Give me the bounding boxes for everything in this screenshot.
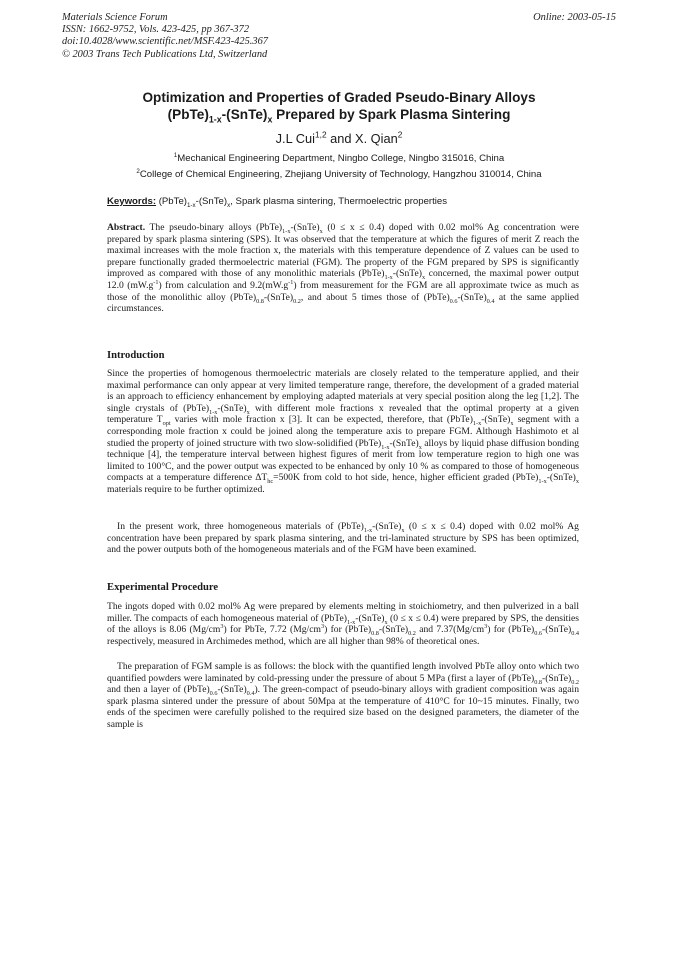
body-text: Since the properties of homogenous thermoelectric materials are closely related to the temperature applied, and their maximal performance can only appear at very limited temperature range, therefore, the development of a graded material is an approach to efficiency enhancement by employing adapted materials at very special position along the leg [1,2]. The single crystals of (PbTe) [107,368,579,414]
experimental-paragraph-2 [107,661,579,731]
body-subscript: x [401,526,405,534]
body-superscript: 3 [484,623,488,630]
body-subscript: 1-x [538,478,547,486]
journal-name: Materials Science Forum [62,12,168,23]
body-text: -(SnTe) [217,402,247,414]
body-text: -(SnTe) [378,624,409,636]
body-subscript: 1-x [363,526,373,534]
body-subscript: 0.8 [371,630,379,638]
keyword-subscript: x [227,201,231,209]
abstract-subscript: 1-x [282,227,291,235]
affiliation-text: College of Chemical Engineering, Zhejiang University of Technology, Hangzhou 310014, China [139,169,542,180]
abstract-superscript: -1 [153,278,159,286]
abstract-subscript: 0.4 [486,297,495,305]
author-affiliation-mark: 1,2 [315,129,327,140]
issn-line: ISSN: 1662-9752, Vols. 423-425, pp 367-372 [62,24,250,36]
body-superscript: 3 [220,623,224,630]
body-subscript: 0.2 [571,678,579,686]
body-text: -(SnTe) [481,414,511,426]
keywords-label: Keywords: [107,196,157,207]
introduction-paragraph-2 [107,521,579,556]
abstract-text: The pseudo-binary alloys (PbTe) [145,222,283,233]
author-name: J.L Cui [275,131,316,146]
body-subscript: hc [267,478,274,486]
body-subscript: x [418,443,422,451]
body-text: -(SnTe) [546,472,576,484]
title-subscript: 1-x [208,114,222,125]
abstract-superscript: -1 [288,278,294,286]
body-subscript: 0.2 [408,630,416,638]
introduction-paragraph-1 [107,368,579,496]
body-subscript: 1-x [209,408,218,416]
body-subscript: 0.4 [246,690,255,698]
body-subscript: 0.6 [209,690,218,698]
body-text: The preparation of FGM sample is as follows: the block with the quantified length involved PbTe alloy onto which two quantified powders were laminated by cold-pressing under the pressure of about 5 MPa (first a layer of (PbTe) [107,661,579,684]
abstract [107,222,579,315]
affiliation-mark: 1 [173,151,178,159]
copyright-line: © 2003 Trans Tech Publications Ltd, Switzerland [62,48,268,60]
body-text: In the present work, three homogeneous materials of (PbTe) [117,521,364,532]
abstract-label: Abstract. [107,222,146,233]
keyword-text: , Spark plasma sintering, Thermoelectric properties [230,196,448,207]
abstract-text: (0 ≤ x ≤ 0.4) doped with 0.02 mol% Ag concentration were prepared by spark plasma sintering (SPS). It was observed that the temperature at which the figures of merit Z reach the maximal increases with the mole fraction x, the materials with this temperature dependence of Z values can be used to prepare functionally graded thermoelectric material (FGM). The property of the FGM prepared by SPS is significantly improved as compared with those of any monolithic materials (PbTe) [107,222,579,280]
introduction-heading: Introduction [107,350,165,361]
abstract-text: -(SnTe) [290,222,320,233]
keyword-subscript: 1-x [186,201,196,209]
author-name: and X. Qian [326,131,398,146]
experimental-paragraph-1 [107,601,579,647]
title-line-2 [80,106,598,123]
abstract-subscript: 0.2 [293,297,301,305]
body-subscript: 1-x [346,618,356,626]
abstract-text: -(SnTe) [263,291,294,303]
paper-title [80,89,598,123]
body-text: and 7.37(Mg/cm [415,624,485,636]
body-text: -(SnTe) [217,684,247,696]
body-text: materials require to be further optimized. [107,483,265,495]
body-text: =500K from cold to hot side, hence, higher efficient graded (PbTe) [273,472,539,484]
body-subscript: 0.6 [534,630,543,638]
abstract-subscript: 1-x [384,274,393,282]
body-text: alloys by liquid phase diffusion bonding technique [4], the temperature interval between highest figures of merit from low temperature region to high one was limited to 100°C, and the power output was expected to be enhanced by only 10 % as compared to those of homogeneous compacts at a temperature difference ΔT [107,437,579,484]
affiliation-mark: 2 [136,167,140,175]
body-text: ) for (PbTe) [324,624,372,636]
experimental-heading: Experimental Procedure [107,582,219,593]
body-text: ) for (PbTe) [487,624,535,636]
abstract-subscript: x [421,274,426,282]
abstract-text: -(SnTe) [457,291,487,303]
body-text: with different mole fractions x revealed that the optimal property at a given temperature T [107,402,579,426]
affiliation-1 [60,153,618,164]
body-text: -(SnTe) [542,672,572,684]
abstract-text: at the same applied circumstances. [107,291,579,315]
abstract-text: -(SnTe) [392,268,422,280]
body-text: (0 ≤ x ≤ 0.4) doped with 0.02 mol% Ag concentration have been prepared by spark plasma sintering, and the tri-laminated structure by SPS has been optimized, and the power outputs both of the homogeneous materials and of the FGM have been examined. [107,521,579,556]
doi-link[interactable]: doi:10.4028/www.scientific.net/MSF.423-425.367 [62,36,268,48]
body-text: respectively, measured in Archimedes method, which are all higher than 98% of theoretical ones. [107,635,480,647]
body-subscript: x [510,420,514,428]
journal-header [62,12,268,61]
abstract-text: ) from measurement for the FGM are all approximate twice as much as those of the monolithic alloy (PbTe) [107,279,579,303]
title-text: (PbTe) [167,107,209,122]
abstract-text: ) from calculation and 9.2(mW.g [158,279,289,291]
body-subscript: 1-x [381,443,390,451]
body-text: The ingots doped with 0.02 mol% Ag were prepared by elements melting in stoichiometry, and then pulverized in a ball miller. The compacts of each homogeneous material of (PbTe) [107,601,579,624]
title-text: -(SnTe) [221,107,268,122]
body-subscript: 1-x [472,420,482,428]
abstract-text: , and about 5 times those of (PbTe) [300,291,450,303]
keywords [107,196,587,207]
body-text: ). The green-compact of pseudo-binary alloys with gradient composition was again spark plasma sintered under the pressure of about 50Mpa at the temperature of 410°C for 10~15 minutes. Finally, two ends of the specimen were carefully polished to the required size based on the designed parameters, the diameter of the sample is [107,684,579,730]
body-subscript: x [246,408,250,416]
body-text: -(SnTe) [542,624,572,636]
body-subscript: opt [162,420,171,428]
keyword-text: (PbTe) [156,196,187,207]
body-text: ) for PbTe, 7.72 (Mg/cm [223,624,321,636]
body-subscript: 0.4 [571,630,579,638]
authors [80,131,598,146]
abstract-subscript: 0.6 [449,297,458,305]
body-text: -(SnTe) [355,612,385,624]
title-line-1: Optimization and Properties of Graded Pseudo-Binary Alloys [142,90,536,105]
body-superscript: 3 [320,623,325,630]
abstract-subscript: x [319,227,323,235]
title-text: Prepared by Spark Plasma Sintering [272,107,511,122]
body-subscript: x [575,478,579,486]
body-subscript: x [384,618,388,626]
keyword-text: -(SnTe) [195,196,228,207]
body-text: (0 ≤ x ≤ 0.4) were prepared by SPS, the densities of the alloys is 8.06 (Mg/cm [107,612,579,636]
online-date: Online: 2003-05-15 [533,12,616,23]
body-text: -(SnTe) [389,437,419,449]
body-text: -(SnTe) [372,521,402,532]
body-text: and then a layer of (PbTe) [107,684,210,696]
affiliation-text: Mechanical Engineering Department, Ningbo College, Ningbo 315016, China [177,153,505,164]
abstract-subscript: 0.8 [256,297,264,305]
title-subscript: x [267,114,273,125]
author-affiliation-mark: 2 [397,129,403,140]
body-text: segment with a corresponding mole fraction x could be joined along the temperature axis to prepare FGM. Although Hashimoto et al studied the property of joined structure with two slow-solidified (PbTe) [107,414,579,449]
body-text: varies with mole fraction x [3]. It can be expected, therefore, that (PbTe) [170,414,473,426]
affiliation-2 [60,169,618,180]
abstract-text: concerned, the maximal power output 12.0 (mW.g [107,268,579,291]
body-subscript: 0.8 [534,678,543,686]
